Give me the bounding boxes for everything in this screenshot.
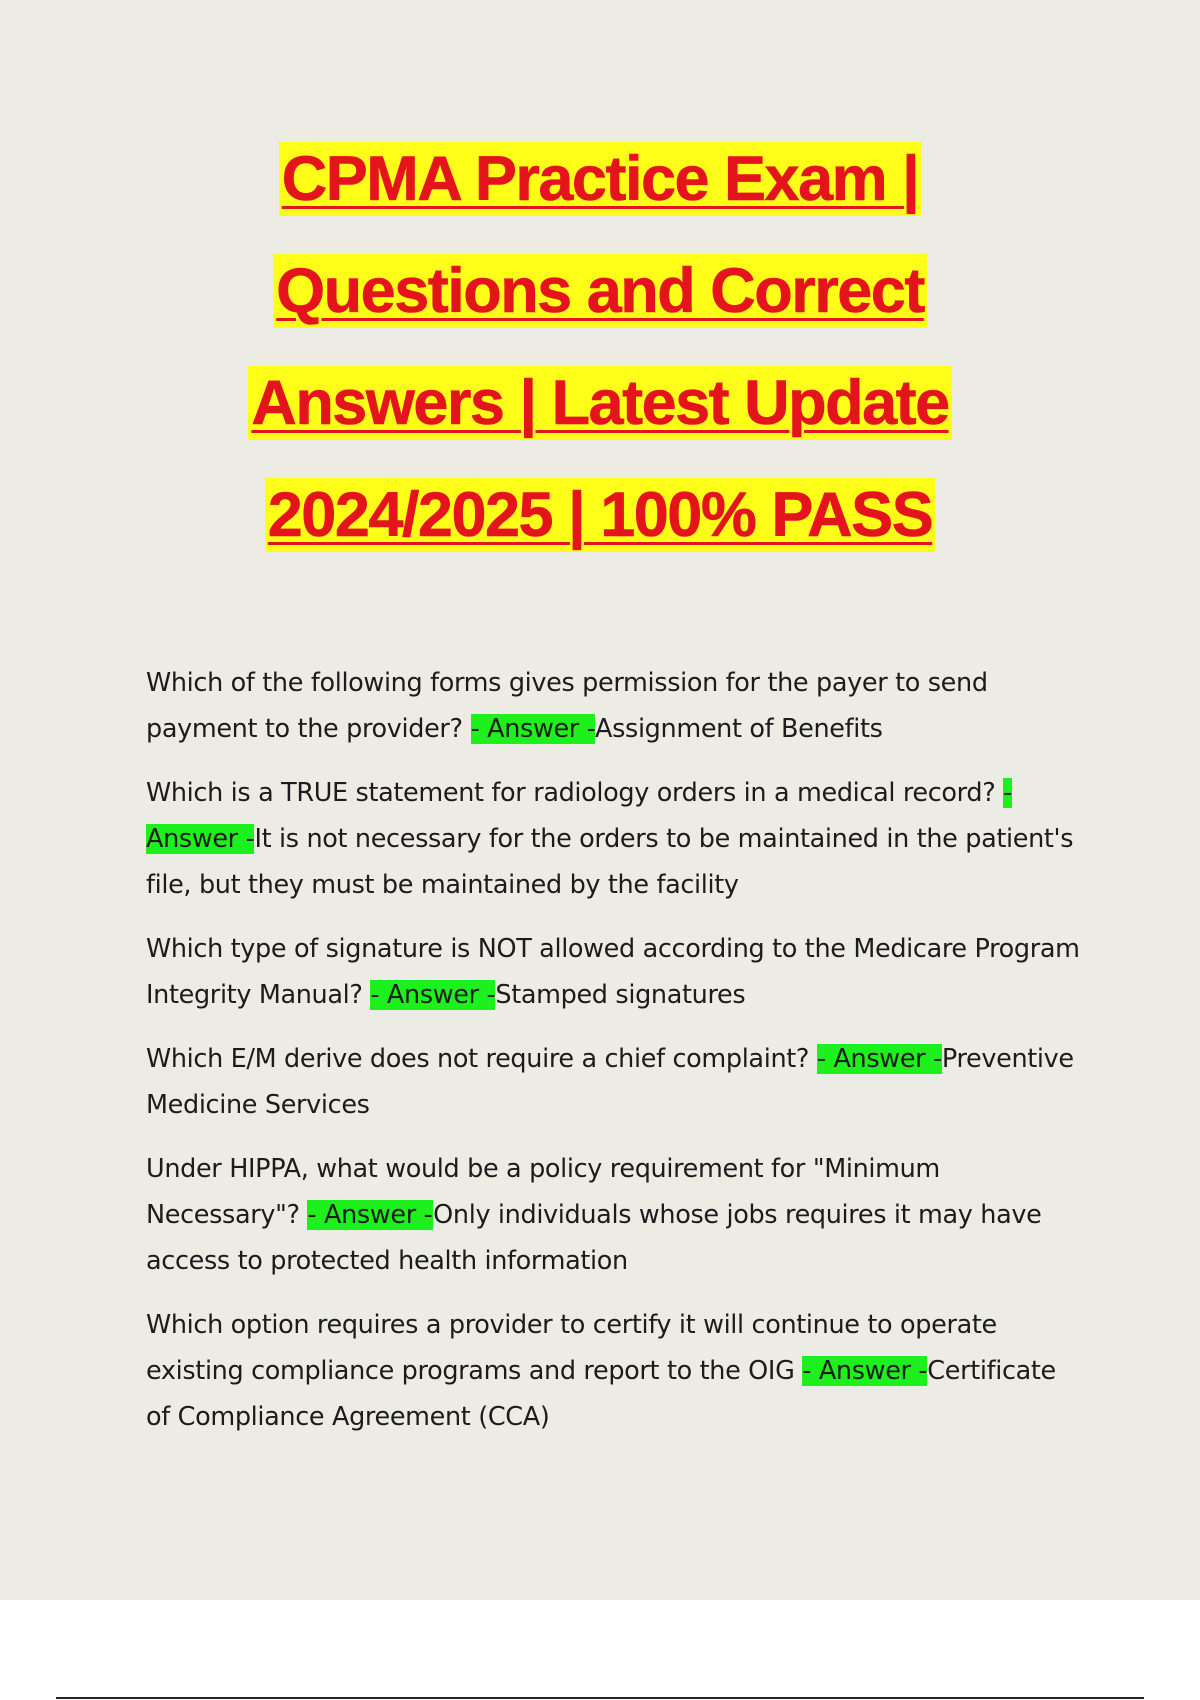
answer-text: Certificate of Compliance Agreement (CCA) — [146, 1356, 1056, 1432]
title-line-2: Questions and Correct — [273, 254, 927, 328]
question-text: Under HIPPA, what would be a policy requirement for "Minimum Necessary"? — [146, 1154, 940, 1230]
qa-item-5 — [146, 1146, 1086, 1284]
answer-text: Preventive Medicine Services — [146, 1044, 1074, 1120]
question-text: Which option requires a provider to certify it will continue to operate existing compliance programs and report to the OIG — [146, 1310, 997, 1386]
answer-text: Stamped signatures — [495, 980, 746, 1010]
title-line-1: CPMA Practice Exam | — [279, 142, 922, 216]
question-text: Which type of signature is NOT allowed according to the Medicare Program Integrity Manual? — [146, 934, 1080, 1010]
footer-divider — [56, 1697, 1144, 1699]
qa-item-3 — [146, 926, 1086, 1018]
title-line — [0, 364, 1200, 476]
document-title — [0, 140, 1200, 588]
question-text: Which E/M derive does not require a chief complaint? — [146, 1044, 817, 1074]
title-line — [0, 252, 1200, 364]
qa-item-6 — [146, 1302, 1086, 1440]
qa-item-1 — [146, 660, 1086, 752]
title-line-4: 2024/2025 | 100% PASS — [265, 478, 935, 552]
question-text: Which is a TRUE statement for radiology orders in a medical record? — [146, 778, 1004, 808]
answer-marker: - Answer - — [370, 980, 496, 1010]
qa-item-2 — [146, 770, 1086, 908]
question-text: Which of the following forms gives permission for the payer to send payment to the provider? — [146, 668, 988, 744]
title-line — [0, 140, 1200, 252]
answer-marker: - Answer - — [470, 714, 595, 744]
answer-marker: - Answer - — [802, 1356, 928, 1386]
answer-text: Assignment of Benefits — [594, 714, 883, 744]
answer-marker: - Answer - — [307, 1200, 434, 1230]
qa-list — [146, 660, 1086, 1458]
qa-item-4 — [146, 1036, 1086, 1128]
title-line-3: Answers | Latest Update — [248, 366, 951, 440]
answer-marker: - Answer - — [146, 778, 1013, 854]
answer-text: It is not necessary for the orders to be maintained in the patient's file, but they must be maintained by the facility — [146, 824, 1074, 900]
answer-text: Only individuals whose jobs requires it may have access to protected health information — [146, 1200, 1042, 1276]
title-line — [0, 476, 1200, 588]
answer-marker: - Answer - — [816, 1044, 942, 1074]
